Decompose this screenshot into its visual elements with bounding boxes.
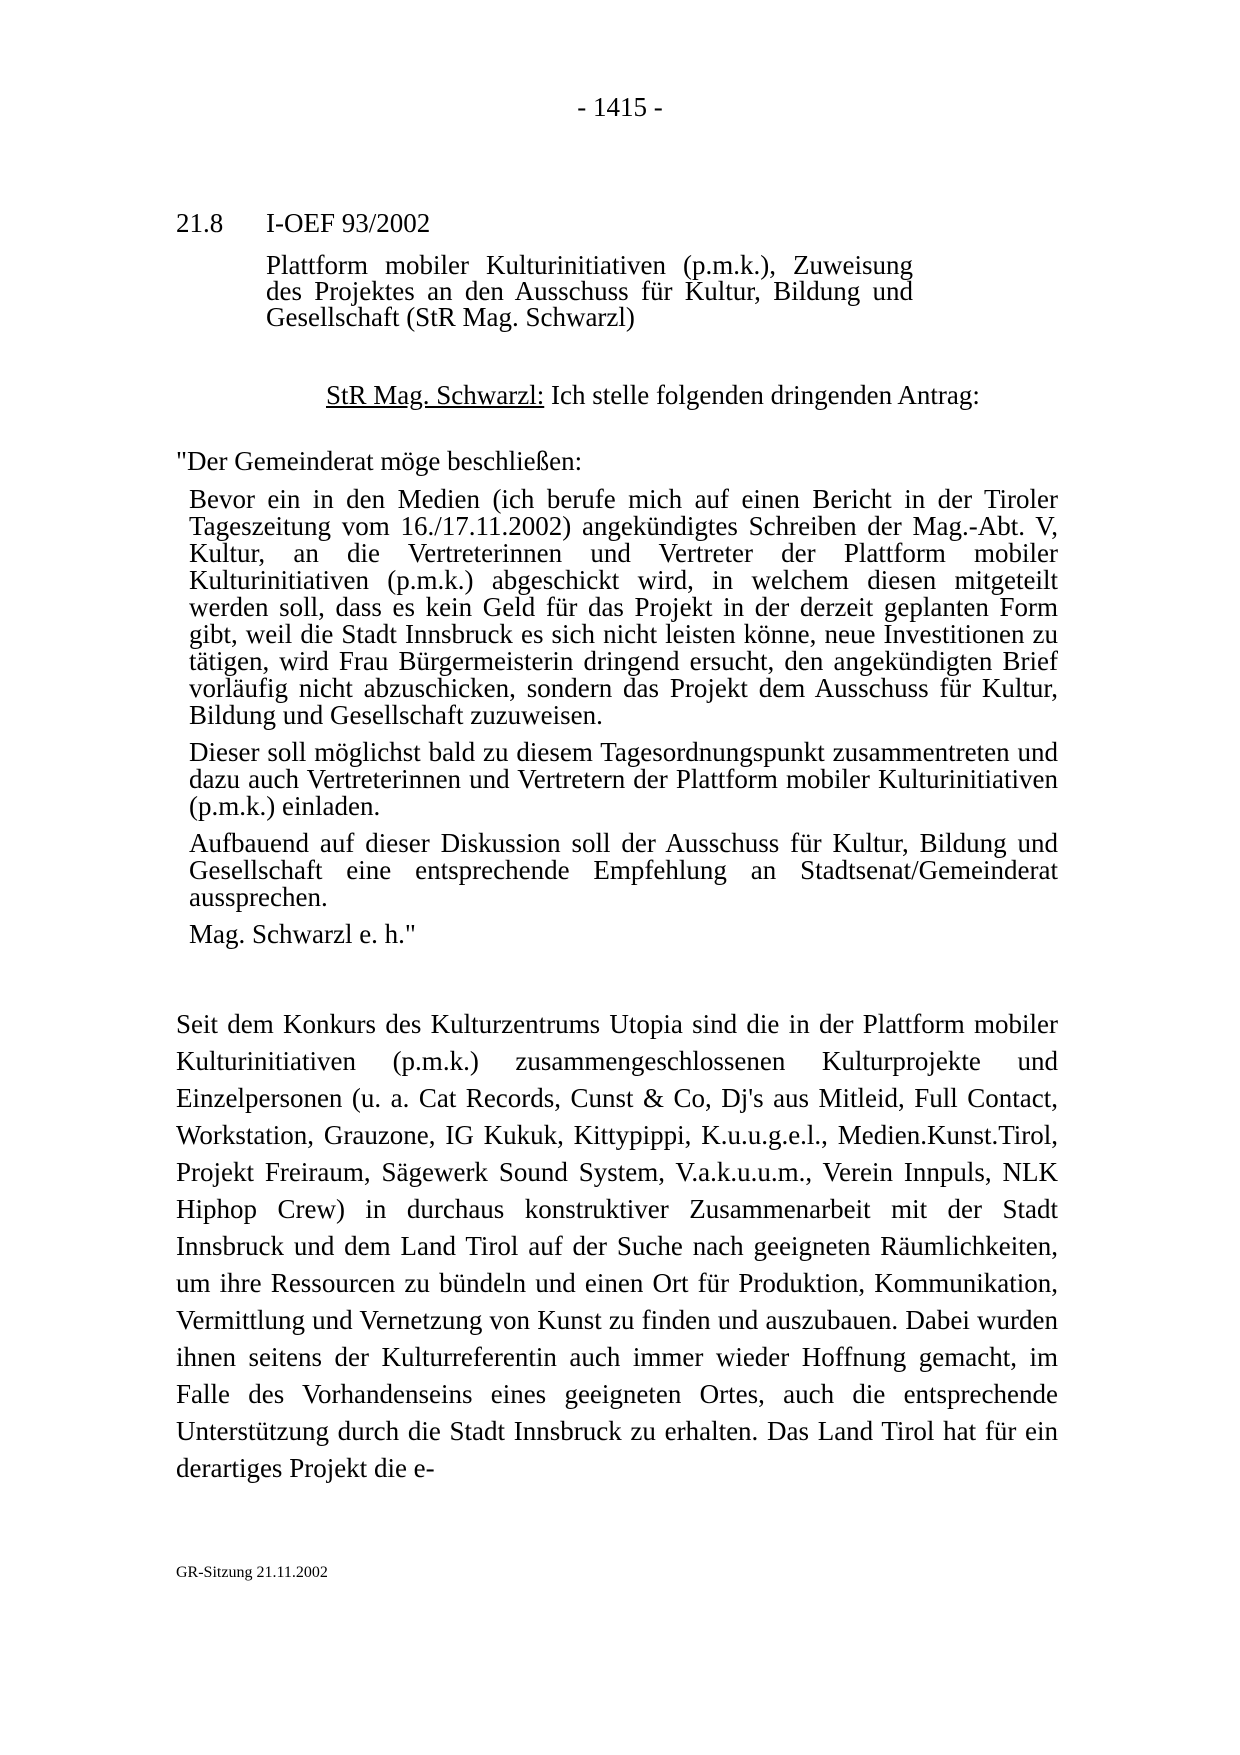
page-number: - 1415 - xyxy=(577,92,663,122)
body-paragraph: Seit dem Konkurs des Kulturzentrums Utopia sind die in der Plattform mobiler Kulturinitiativen (p.m.k.) zusammengeschlossenen Kulturprojekte und Einzelpersonen (u. a. Cat Records, Cunst & Co, Dj's aus Mitleid, Full Contact, Workstation, Grauzone, IG Kukuk, Kittypippi, K.u.u.g.e.l., Medien.Kunst.Tirol, Projekt Freiraum, Sägewerk Sound System, V.a.k.u.u.m., Verein Innpuls, NLK Hiphop Crew) in durchaus konstruktiver Zusammenarbeit mit der Stadt Innsbruck und dem Land Tirol auf der Suche nach geeigneten Räumlichkeiten, um ihre Ressourcen zu bündeln und einen Ort für Produktion, Kommunikation, Vermittlung und Vernetzung von Kunst zu finden und auszubauen. Dabei wurden ihnen seitens der Kulturreferentin auch immer wieder Hoffnung gemacht, im Falle des Vorhandenseins eines geeigneten Ortes, auch die entsprechende Unterstützung durch die Stadt Innsbruck zu erhalten. Das Land Tirol hat für ein derartiges Projekt die e- xyxy=(176,1009,1058,1483)
motion-paragraph: Bevor ein in den Medien (ich berufe mich auf einen Bericht in der Tiroler Tageszeitung vom 16./17.11.2002) angekündigtes Schreiben der Mag.-Abt. V, Kultur, an die Vertreterinnen und Vertreter der Plattform mobiler Kulturinitiativen (p.m.k.) abgeschickt wird, in welchem diesen mitgeteilt werden soll, dass es kein Geld für das Projekt in der derzeit geplanten Form gibt, weil die Stadt Innsbruck es sich nicht leisten könne, neue Investitionen zu tätigen, wird Frau Bürgermeisterin dringend ersucht, den angekündigten Brief vorläufig nicht abzuschicken, sondern das Projekt dem Ausschuss für Kultur, Bildung und Gesellschaft zuzuweisen. xyxy=(189,484,1058,730)
justification-text xyxy=(176,1006,1058,1487)
motion-intro: "Der Gemeinderat möge beschließen: xyxy=(176,446,583,476)
motion-signature: Mag. Schwarzl e. h." xyxy=(189,919,416,949)
motion-paragraph: Aufbauend auf dieser Diskussion soll der Ausschuss für Kultur, Bildung und Gesellschaft eine entsprechende Empfehlung an Stadtsenat/Gemeinderat aussprechen. xyxy=(189,828,1058,912)
agenda-item-heading xyxy=(176,208,430,239)
speaker-statement xyxy=(326,380,980,411)
motion-text xyxy=(189,486,1058,958)
speaker-text: Ich stelle folgenden dringenden Antrag: xyxy=(544,380,980,410)
speaker-name: StR Mag. Schwarzl: xyxy=(326,380,545,410)
agenda-item-reference: I-OEF 93/2002 xyxy=(266,208,431,238)
agenda-item-title: Plattform mobiler Kulturinitiativen (p.m.k.), Zuweisung des Projektes an den Ausschuss für Kultur, Bildung und Gesellschaft (StR Mag. Schwarzl) xyxy=(266,250,913,332)
agenda-item-number: 21.8 xyxy=(176,208,224,238)
page-footer: GR-Sitzung 21.11.2002 xyxy=(176,1564,328,1581)
motion-paragraph: Dieser soll möglichst bald zu diesem Tagesordnungspunkt zusammentreten und dazu auch Vertreterinnen und Vertretern der Plattform mobiler Kulturinitiativen (p.m.k.) einladen. xyxy=(189,737,1058,821)
